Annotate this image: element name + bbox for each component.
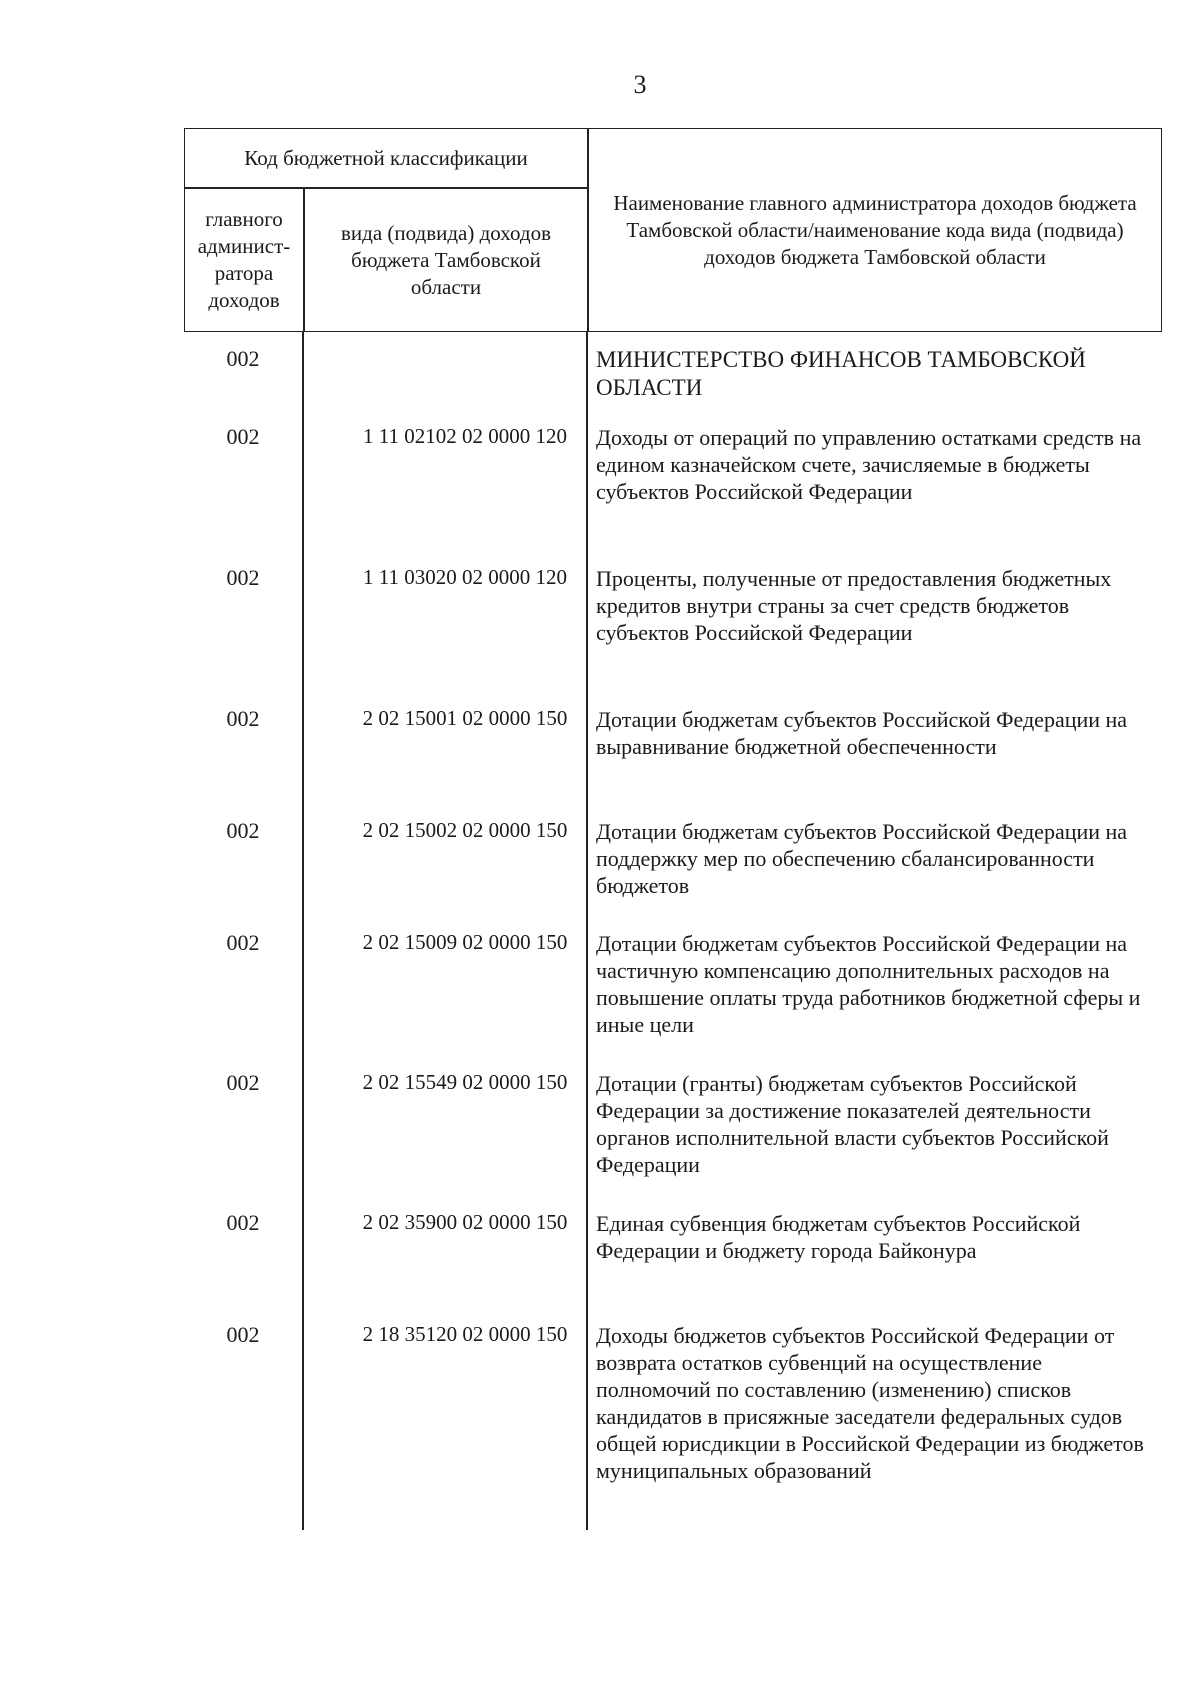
income-code: 2 02 15549 02 0000 150 [362,1070,568,1094]
admin-code: 002 [226,1210,260,1235]
admin-code: 002 [226,424,260,449]
income-code: 2 18 35120 02 0000 150 [362,1322,568,1346]
income-name: Доходы бюджетов субъектов Российской Федерации от возврата остатков субвенций на осуществление полномочий по составлению (изменению) списков кандидатов в присяжные заседатели федеральных судов общей юрисдикции в Российской Федерации из бюджетов муниципальных образований [596,1323,1144,1483]
income-code: 2 02 35900 02 0000 150 [362,1210,568,1234]
income-name: Дотации бюджетам субъектов Российской Федерации на поддержку мер по обеспечению сбалансированности бюджетов [596,819,1128,898]
income-name: Дотации бюджетам субъектов Российской Федерации на выравнивание бюджетной обеспеченности [596,707,1128,759]
header-col-code: вида (подвида) доходов бюджета Тамбовской области [341,220,551,299]
column-divider [302,332,304,1530]
income-code: 1 11 02102 02 0000 120 [363,424,567,448]
income-code: 2 02 15001 02 0000 150 [362,706,568,730]
income-name: Проценты, полученные от предоставления бюджетных кредитов внутри страны за счет средств бюджетов субъектов Российской Федерации [596,566,1112,645]
income-name: Единая субвенция бюджетам субъектов Российской Федерации и бюджету города Байконура [596,1211,1081,1263]
admin-code: 002 [226,706,260,731]
header-group-title: Код бюджетной классификации [244,145,528,170]
income-name: Доходы от операций по управлению остатками средств на едином казначейском счете, зачисляемые в бюджеты субъектов Российской Федерации [596,425,1142,504]
admin-code: 002 [226,930,260,955]
income-code: 2 02 15009 02 0000 150 [362,930,568,954]
header-col-admin: главного админист-ратора доходов [197,207,291,312]
income-name: Дотации (гранты) бюджетам субъектов Российской Федерации за достижение показателей деятельности органов исполнительной власти субъектов Российской Федерации [596,1071,1109,1177]
income-code: 2 02 15002 02 0000 150 [362,818,568,842]
table-header [184,128,1162,332]
header-col-name: Наименование главного администратора доходов бюджета Тамбовской области/наименование кода вида (подвида) доходов бюджета Тамбовской области [613,190,1137,269]
income-code: 1 11 03020 02 0000 120 [363,565,567,589]
page-number: 3 [633,70,647,99]
income-name: МИНИСТЕРСТВО ФИНАНСОВ ТАМБОВСКОЙ ОБЛАСТИ [596,347,1086,400]
admin-code: 002 [226,818,260,843]
admin-code: 002 [226,565,260,590]
admin-code: 002 [226,1322,260,1347]
admin-code: 002 [226,1070,260,1095]
admin-code: 002 [226,346,260,371]
income-name: Дотации бюджетам субъектов Российской Федерации на частичную компенсацию дополнительных расходов на повышение оплаты труда работников бюджетной сферы и иные цели [596,931,1141,1037]
